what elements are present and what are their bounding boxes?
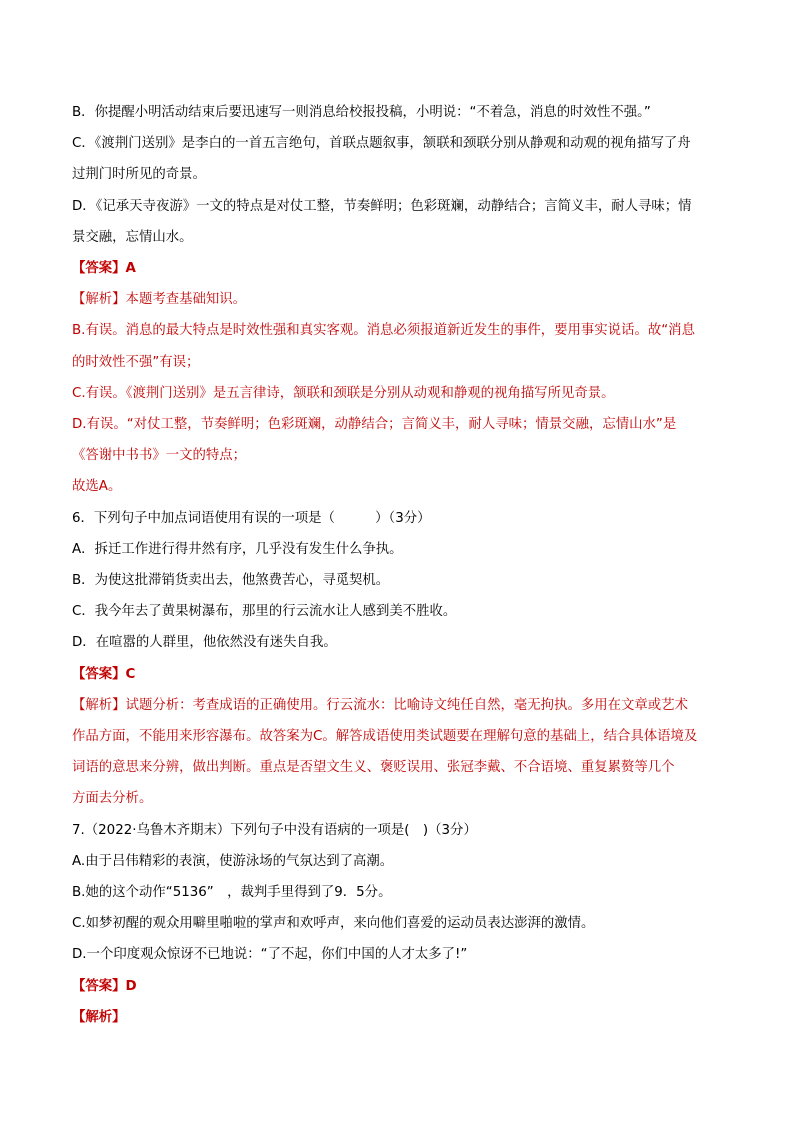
- question-6-option-a: A．拆迁工作进行得井然有序，几乎没有发生什么争执。: [72, 541, 403, 557]
- document-body: [72, 97, 732, 1033]
- question-6-answer: 【答案】C: [72, 666, 136, 682]
- question-7-stem: 7.（2022·乌鲁木齐期末）下列句子中没有语病的一项是( )（3分）: [72, 822, 477, 838]
- question-6-analysis: 【解析】试题分析：考查成语的正确使用。行云流水：比喻诗文纯任自然，毫无拘执。多用在文章或艺术: [72, 697, 688, 713]
- question-6-option-d: D．在喧嚣的人群里，他依然没有迷失自我。: [72, 635, 337, 651]
- question-option-d: D．《记承天寺夜游》一文的特点是对仗工整，节奏鲜明；色彩斑斓，动静结合；言简义丰，耐人寻味；情: [72, 198, 692, 214]
- question-option-c: C．《渡荆门送别》是李白的一首五言绝句，首联点题叙事，颔联和颈联分别从静观和动观的视角描写了舟: [72, 136, 691, 152]
- question-7-option-b: B.她的这个动作“5136” ，裁判手里得到了9．5分。: [72, 885, 392, 901]
- answer-label: 【答案】A: [72, 261, 136, 277]
- analysis-d-continued: 《答谢中书书》一文的特点；: [72, 448, 247, 464]
- question-6-option-c: C．我今年去了黄果树瀑布，那里的行云流水让人感到美不胜收。: [72, 604, 457, 620]
- question-7-option-a: A.由于吕伟精彩的表演，使游泳场的气氛达到了高潮。: [72, 853, 394, 869]
- question-7-option-d: D.一个印度观众惊讶不已地说：“了不起，你们中国的人才太多了!”: [72, 947, 468, 963]
- question-7-analysis-label: 【解析】: [72, 1009, 126, 1025]
- question-7-option-c: C.如梦初醒的观众用噼里啪啦的掌声和欢呼声，来向他们喜爱的运动员表达澎湃的激情。: [72, 916, 595, 932]
- question-option-c-continued: 过荆门时所见的奇景。: [72, 167, 206, 183]
- analysis-conclusion: 故选A。: [72, 479, 122, 495]
- question-6-stem: 6．下列句子中加点词语使用有误的一项是（ ）（3分）: [72, 510, 431, 526]
- question-option-b: B．你提醒小明活动结束后要迅速写一则消息给校报投稿，小明说：“不着急，消息的时效性不强。”: [72, 105, 651, 120]
- question-6-analysis-line-2: 作品方面，不能用来形容瀑布。故答案为C。解答成语使用类试题要在理解句意的基础上，结合具体语境及: [72, 729, 698, 745]
- analysis-d: D.有误。“对仗工整，节奏鲜明；色彩斑斓，动静结合；言简义丰，耐人寻味；情景交融，忘情山水”是: [72, 417, 677, 433]
- analysis-c: C.有误。《渡荆门送别》是五言律诗，颔联和颈联是分别从动观和静观的视角描写所见奇景。: [72, 385, 615, 401]
- analysis-b: B.有误。消息的最大特点是时效性强和真实客观。消息必须报道新近发生的事件，要用事实说话。故“消息: [72, 323, 695, 339]
- analysis-b-continued: 的时效性不强”有误；: [72, 354, 200, 370]
- question-option-d-continued: 景交融，忘情山水。: [72, 229, 193, 245]
- analysis-intro: 【解析】本题考查基础知识。: [72, 292, 247, 308]
- question-6-option-b: B．为使这批滞销货卖出去，他煞费苦心，寻觅契机。: [72, 573, 390, 589]
- question-6-analysis-line-4: 方面去分析。: [72, 791, 153, 807]
- question-6-analysis-line-3: 词语的意思来分辨，做出判断。重点是否望文生义、褒贬误用、张冠李戴、不合语境、重复累赘等几个: [72, 760, 675, 776]
- question-7-answer: 【答案】D: [72, 978, 137, 994]
